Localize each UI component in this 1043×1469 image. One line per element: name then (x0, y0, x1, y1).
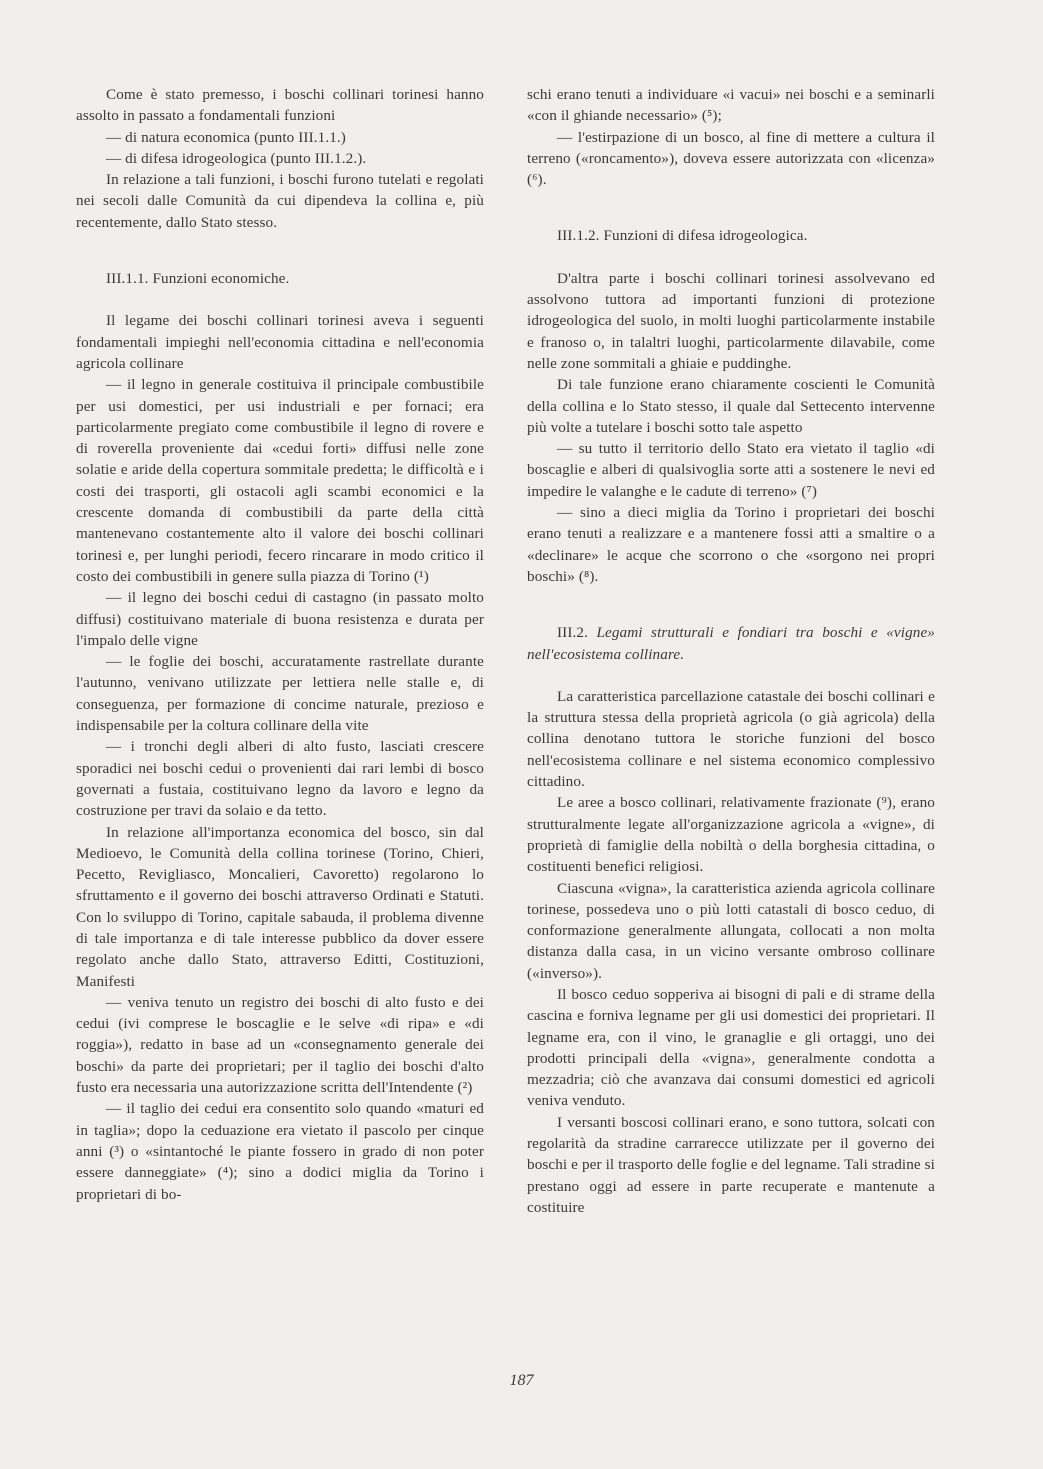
paragraph: Come è stato premesso, i boschi collinari torinesi hanno assolto in passato a fondamentali funzioni (76, 86, 484, 125)
list-item: — il taglio dei cedui era consentito solo quando «maturi ed in taglia»; dopo la ceduazione era vietato il pascolo per cinque anni (³) o «sintantoché le piante fossero in grado di non poter essere danneggiate» (⁴); sino a dodici miglia da Torino i proprietari di bo- (76, 1100, 484, 1203)
paragraph: Il legame dei boschi collinari torinesi aveva i seguenti fondamentali impieghi nell'economia cittadina e nell'economia agricola collinare (76, 312, 484, 372)
list-item: — il legno dei boschi cedui di castagno (in passato molto diffusi) costituivano materiale di buona resistenza e durata per l'impalo delle vigne (76, 589, 484, 649)
section-heading: III.1.1. Funzioni economiche. (106, 270, 290, 288)
page-number: 187 (509, 1372, 534, 1389)
section-heading (527, 622, 935, 665)
paragraph: In relazione a tali funzioni, i boschi furono tutelati e regolati nei secoli dalle Comunità da cui dipendeva la collina e, più recentemente, dallo Stato stesso. (76, 171, 484, 231)
paragraph: schi erano tenuti a individuare «i vacui» nei boschi e a seminarli «con il ghiande necessario» (⁵); (527, 86, 935, 125)
list-item: — di difesa idrogeologica (punto III.1.2.). (106, 149, 367, 167)
paragraph: La caratteristica parcellazione catastale dei boschi collinari e la struttura stessa della proprietà agricola (o già agricola) della collina denotano tuttora le storiche funzioni del bosco nell'ecosistema collinare e nel sistema economico complessivo cittadino. (527, 687, 935, 791)
list-item: — su tutto il territorio dello Stato era vietato il taglio «di boscaglie e alberi di qualsivoglia sorte atti a sostenere le nevi ed impedire le valanghe e le cadute di terreno» (⁷) (527, 440, 935, 500)
section-number: III.2. (557, 624, 588, 642)
list-item: — sino a dieci miglia da Torino i proprietari dei boschi erano tenuti a realizzare e a mantenere fossi atti a smaltire o a «declinare» le acque che scorrono o che «sorgono nei propri boschi» (⁸). (527, 504, 935, 585)
paragraph: Ciascuna «vigna», la caratteristica azienda agricola collinare torinese, possedeva uno o più lotti catastali di bosco ceduo, di conformazione generalmente allungata, collocati a non molta distanza dalla casa, in un vicino versante ombroso collinare («inverso»). (527, 879, 935, 982)
section-heading: III.1.2. Funzioni di difesa idrogeologica. (557, 227, 808, 245)
list-item: — il legno in generale costituiva il principale combustibile per usi domestici, per usi industriali e per fornaci; era particolarmente pregiato come combustibile il legno di rovere e di roverella proveniente dai «cedui forti» diffusi nelle zone solatie e aride della copertura sommitale predetta; le difficoltà e i costi dei trasporti, gli ostacoli agli scambi economici e la crescente domanda di combustibili da parte della città mantenevano costantemente alto il valore dei boschi collinari torinesi e, per lunghi periodi, fecero rincarare in modo critico il costo dei combustibili in genere sulla piazza di Torino (¹) (76, 376, 484, 585)
paragraph: I versanti boscosi collinari erano, e sono tuttora, solcati con regolarità da stradine carrarecce utilizzate per il governo dei boschi e per il trasporto delle foglie e del legname. Tali stradine si prestano oggi ad essere in parte recuperate e mantenute a costituire (527, 1113, 935, 1216)
list-item: — le foglie dei boschi, accuratamente rastrellate durante l'autunno, venivano utilizzate per lettiera nelle stalle e, di conseguenza, per formazione di concime naturale, prezioso e indispensabile per la coltura collinare della vite (76, 653, 484, 735)
list-item: — veniva tenuto un registro dei boschi di alto fusto e dei cedui (ivi comprese le boscaglie e le selve «di ripa» e «di roggia»), redatto in base ad un «consegnamento generale dei boschi» da parte dei proprietari; per il taglio dei boschi d'alto fusto era necessaria una autorizzazione scritta dell'Intendente (²) (76, 993, 484, 1097)
right-column (527, 84, 935, 1218)
left-column (76, 84, 484, 1205)
paragraph: Di tale funzione erano chiaramente coscienti le Comunità della collina e lo Stato stesso, il quale dal Settecento intervenne più volte a tutelare i boschi sotto tale aspetto (527, 376, 935, 436)
list-item: — i tronchi degli alberi di alto fusto, lasciati crescere sporadici nei boschi cedui o provenienti dai rari lembi di bosco governati a fustaia, costituivano legno da lavoro e legno da costruzione per travi da solaio e da tetto. (76, 738, 484, 820)
paragraph: In relazione all'importanza economica del bosco, sin dal Medioevo, le Comunità della collina torinese (Torino, Chieri, Pecetto, Revigliasco, Moncalieri, Cavoretto) regolarono lo sfruttamento e il governo dei boschi attraverso Ordinati e Statuti. Con lo sviluppo di Torino, capitale sabauda, il problema divenne di tale importanza e di tale interesse pubblico da dover essere regolato anche dallo Stato, attraverso Editti, Costituzioni, Manifesti (76, 823, 484, 990)
paragraph: Le aree a bosco collinari, relativamente frazionate (⁹), erano strutturalmente legate all'organizzazione agricola a «vigne», di proprietà di famiglie della nobiltà o della borghesia cittadina, o costituenti benefici religiosi. (527, 794, 935, 876)
paragraph: D'altra parte i boschi collinari torinesi assolvevano ed assolvono tuttora ad importanti funzioni di protezione idrogeologica del suolo, in molti luoghi particolarmente instabile e franoso o, in talaltri luoghi, particolarmente dilavabile, come nelle zone sommitali a ghiaie e puddinghe. (527, 269, 935, 372)
list-item: — di natura economica (punto III.1.1.) (106, 128, 346, 146)
list-item: — l'estirpazione di un bosco, al fine di mettere a cultura il terreno («roncamento»), doveva essere autorizzata con «licenza» (⁶). (527, 128, 935, 189)
section-title: Legami strutturali e fondiari tra boschi e «vigne» nell'ecosistema collinare. (527, 624, 935, 663)
paragraph: Il bosco ceduo sopperiva ai bisogni di pali e di strame della cascina e forniva legname per gli usi domestici dei proprietari. Il legname era, con il vino, le granaglie e gli ortaggi, uno dei prodotti principali della «vigna», generalmente condotta a mezzadria; ciò che avanzava dai consumi domestici ed agricoli veniva venduto. (527, 985, 935, 1110)
